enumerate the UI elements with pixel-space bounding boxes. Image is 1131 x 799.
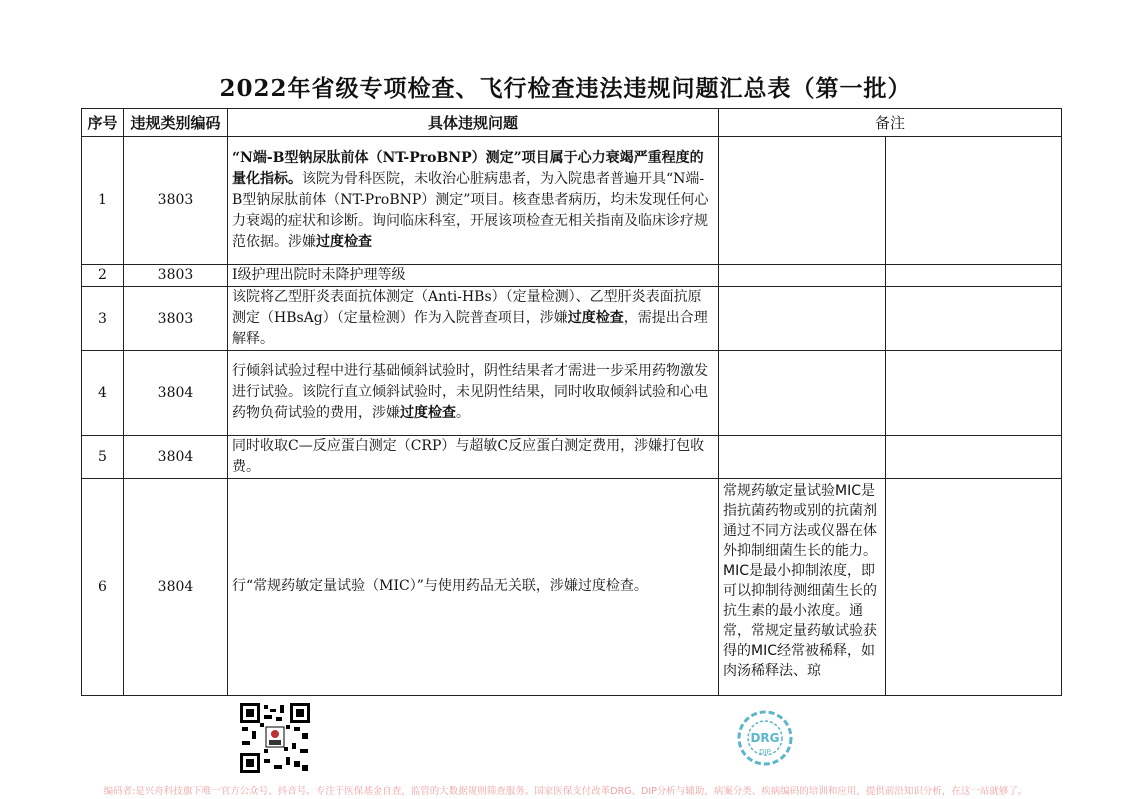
issue-bold-tag: 过度检查: [316, 233, 372, 250]
row-code: 3803: [124, 264, 228, 286]
issue-bold-tag: 过度检查: [567, 310, 624, 327]
drg-dip-logo: [735, 708, 795, 768]
page-title: 2022年省级专项检查、飞行检查违法违规问题汇总表（第一批）: [219, 75, 912, 102]
row-issue: [228, 264, 719, 286]
row-issue: [228, 435, 719, 478]
header-seq: 序号: [82, 109, 124, 137]
row-note-b: [886, 478, 1062, 695]
issue-text-tail: ，需提出合理解释。: [232, 310, 708, 348]
row-note-a: [719, 351, 886, 435]
row-code: 3803: [124, 286, 228, 350]
row-code: 3804: [124, 478, 228, 695]
table-row: [82, 351, 1062, 435]
header-issue: 具体违规问题: [228, 109, 719, 137]
table-header-row: [82, 109, 1062, 137]
issue-text: 行“常规药敏定量试验（MIC）”与使用药品无关联，涉嫌过度检查。: [232, 578, 648, 595]
row-issue: [228, 351, 719, 435]
header-code: 违规类别编码: [124, 109, 228, 137]
issue-text: I级护理出院时未降护理等级: [232, 266, 406, 283]
row-seq: 1: [82, 137, 124, 265]
row-seq: 3: [82, 286, 124, 350]
row-note-b: [886, 264, 1062, 286]
footer-watermark-text: 编码者:是兴舟科技旗下唯一官方公众号、抖音号。专注于医保基金自查、监管的大数据规则筛查服务。国家医保支付改革DRG、DIP分析与辅助，病案分类、疾病编码的培训和应用，提供前沿知识分析，在这一站就够了。: [103, 786, 1028, 797]
issue-text-tail: 。: [456, 405, 470, 422]
table-row: [82, 435, 1062, 478]
table-row: [82, 478, 1062, 695]
row-issue: [228, 286, 719, 350]
row-note-b: [886, 286, 1062, 350]
issue-bold-lead: “N端-B型钠尿肽前体（NT-ProBNP）测定”项目属于心力衰竭严重程度的量化指标。: [232, 149, 704, 187]
table-row: [82, 137, 1062, 265]
row-note-a: [719, 137, 886, 265]
row-seq: 6: [82, 478, 124, 695]
row-note-b: [886, 435, 1062, 478]
issue-text: 该院将乙型肝炎表面抗体测定（Anti-HBs）（定量检测）、乙型肝炎表面抗原测定（HBsAg）（定量检测）作为入院普查项目，涉嫌: [232, 289, 702, 327]
svg-text:DRG: DRG: [750, 731, 780, 745]
row-code: 3804: [124, 351, 228, 435]
row-note-a: [719, 264, 886, 286]
row-seq: 4: [82, 351, 124, 435]
issue-text: 行倾斜试验过程中进行基础倾斜试验时，阴性结果者才需进一步采用药物激发进行试验。该院行直立倾斜试验时，未见阴性结果，同时收取倾斜试验和心电药物负荷试验的费用，涉嫌: [232, 363, 708, 422]
violation-table: [81, 108, 1062, 696]
note-mic-explanation: 常规药敏定量试验MIC是指抗菌药物或别的抗菌剂通过不同方法或仪器在体外抑制细菌生长的能力。MIC是最小抑制浓度，即可以抑制待测细菌生长的抗生素的最小浓度。通常，常规定量药敏试验获得的MIC经常被稀释，如肉汤稀释法、琼: [723, 482, 877, 679]
row-seq: 2: [82, 264, 124, 286]
table-row: [82, 264, 1062, 286]
row-issue: [228, 137, 719, 265]
header-remark: 备注: [719, 109, 1062, 137]
issue-bold-tag: 过度检查: [400, 405, 456, 422]
row-note-a: [719, 286, 886, 350]
row-note-a: [719, 435, 886, 478]
qr-code-image: [240, 703, 310, 773]
issue-text: 该院为骨科医院，未收治心脏病患者，为入院患者普遍开具“N端-B型钠尿肽前体（NT-ProBNP）测定”项目。核查患者病历，均未发现任何心力衰竭的症状和诊断。询问临床科室，开展该项检查无相关指南及临床诊疗规范依据。涉嫌: [232, 170, 709, 250]
row-issue: [228, 478, 719, 695]
svg-text:DIP: DIP: [759, 748, 771, 756]
issue-text: 同时收取C—反应蛋白测定（CRP）与超敏C反应蛋白测定费用，涉嫌打包收费。: [232, 437, 705, 475]
row-seq: 5: [82, 435, 124, 478]
row-note-b: [886, 351, 1062, 435]
row-note-b: [886, 137, 1062, 265]
table-row: [82, 286, 1062, 350]
row-note-a: [719, 478, 886, 695]
row-code: 3804: [124, 435, 228, 478]
row-code: 3803: [124, 137, 228, 265]
